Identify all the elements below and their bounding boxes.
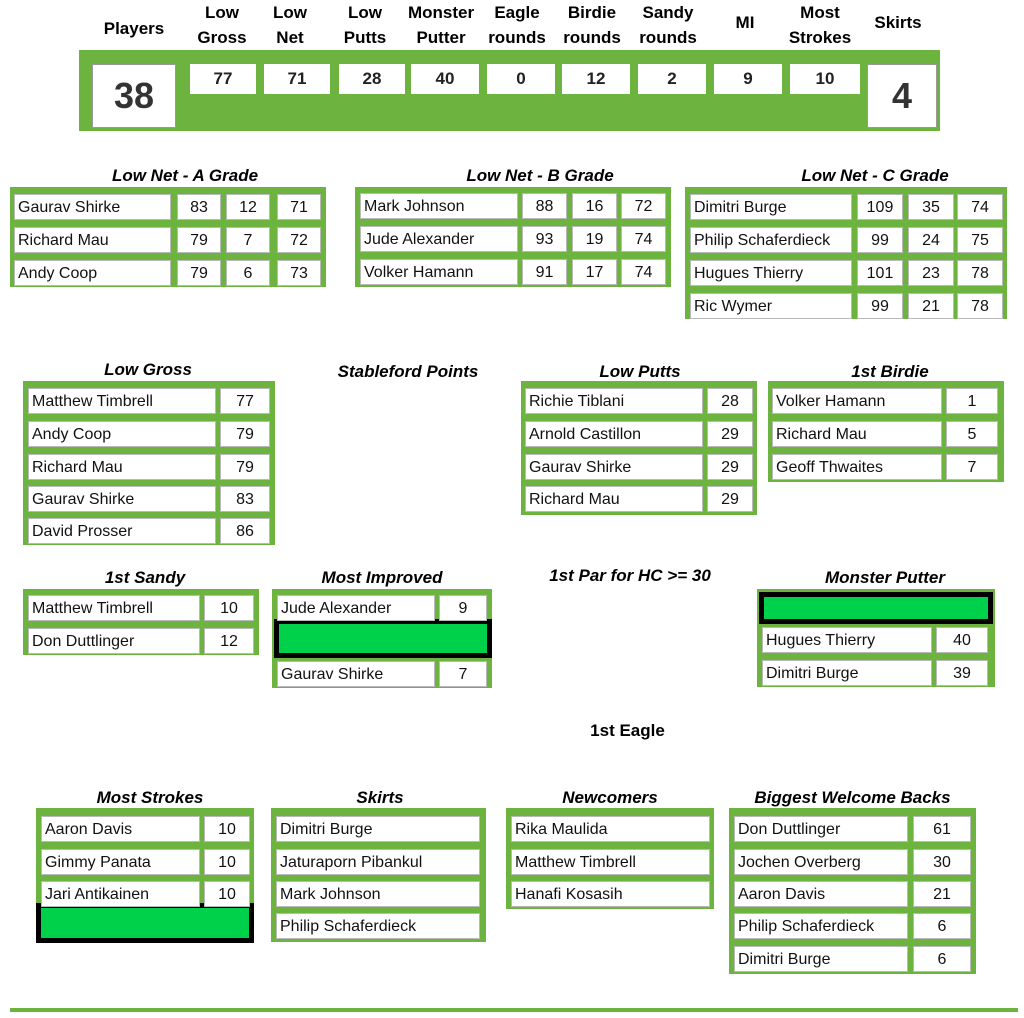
first_birdie-row2-val1: 7 [946, 454, 998, 480]
low_gross-row1-val1: 79 [220, 421, 270, 447]
low_net_c-row0-val2: 35 [908, 194, 954, 220]
low_net_c-row3-name: Ric Wymer [690, 293, 852, 319]
low_net_a-row2-val1: 79 [177, 260, 221, 286]
skirts_list-row3-name: Philip Schaferdieck [276, 913, 480, 939]
birdie-rounds-value: 12 [562, 64, 630, 94]
header-low-putts: Low Putts [343, 3, 387, 47]
title-monster-putter: Monster Putter [825, 568, 945, 587]
title-stableford: Stableford Points [337, 362, 479, 381]
header-mi: MI [735, 13, 755, 32]
low_net_a-row0-name: Gaurav Shirke [14, 194, 171, 220]
low_net_c-row3-val2: 21 [908, 293, 954, 319]
header-monster-putter: Monster Putter [407, 3, 475, 47]
low_putts-row2-name: Gaurav Shirke [525, 454, 703, 480]
most_strokes-row1-name: Gimmy Panata [41, 849, 200, 875]
title-first-sandy: 1st Sandy [104, 568, 186, 587]
low_putts-row2-val1: 29 [707, 454, 753, 480]
title-skirts: Skirts [356, 788, 404, 807]
welcome_backs-row0-name: Don Duttlinger [734, 816, 908, 842]
most_strokes-row0-name: Aaron Davis [41, 816, 200, 842]
low_gross-row3-val1: 83 [220, 486, 270, 512]
low_gross-row3-name: Gaurav Shirke [28, 486, 216, 512]
header-birdie-rounds: Birdie rounds [563, 3, 621, 47]
title-low-net-b: Low Net - B Grade [466, 166, 614, 185]
low_net_b-row0-val2: 16 [572, 193, 617, 219]
first_birdie-row1-name: Richard Mau [772, 421, 942, 447]
title-most-improved: Most Improved [321, 568, 443, 587]
welcome_backs-row3-val1: 6 [913, 913, 971, 939]
low_net_c-row3-val3: 78 [957, 293, 1003, 319]
monster-putter-highlight [759, 592, 993, 624]
low_net_b-row2-name: Volker Hamann [360, 259, 518, 285]
title-low-net-a: Low Net - A Grade [111, 166, 259, 185]
first_sandy-row1-val1: 12 [204, 628, 254, 654]
low_net_a-row0-val2: 12 [226, 194, 270, 220]
title-first-par: 1st Par for HC >= 30 [549, 566, 711, 585]
low_net_b-row0-val3: 72 [621, 193, 666, 219]
first_sandy-row1-name: Don Duttlinger [28, 628, 200, 654]
monster_putter-row0-name: Hugues Thierry [762, 627, 932, 653]
most-strokes-value: 10 [790, 64, 860, 94]
low-net-value: 71 [264, 64, 330, 94]
most_improved-row0-name: Jude Alexander [277, 595, 435, 621]
low_putts-row0-val1: 28 [707, 388, 753, 414]
low_net_a-row0-val1: 83 [177, 194, 221, 220]
eagle-rounds-value: 0 [487, 64, 555, 94]
low_net_c-row2-val2: 23 [908, 260, 954, 286]
most-improved-highlight [274, 619, 492, 658]
most_strokes-row2-name: Jari Antikainen [41, 881, 200, 907]
title-low-putts: Low Putts [599, 362, 681, 381]
low_net_b-row0-name: Mark Johnson [360, 193, 518, 219]
players-count: 38 [92, 64, 176, 128]
most_strokes-row2-val1: 10 [204, 881, 250, 907]
low_net_c-row3-val1: 99 [857, 293, 903, 319]
low_net_b-row2-val1: 91 [522, 259, 567, 285]
skirts-count: 4 [867, 64, 937, 128]
first_sandy-row0-name: Matthew Timbrell [28, 595, 200, 621]
first_sandy-row0-val1: 10 [204, 595, 254, 621]
welcome_backs-row1-val1: 30 [913, 849, 971, 875]
welcome_backs-row2-val1: 21 [913, 881, 971, 907]
mi-value: 9 [714, 64, 782, 94]
most_strokes-row1-val1: 10 [204, 849, 250, 875]
first_birdie-row2-name: Geoff Thwaites [772, 454, 942, 480]
low_gross-row2-val1: 79 [220, 454, 270, 480]
most_improved-row1-name: Gaurav Shirke [277, 661, 435, 687]
low_net_c-row0-val1: 109 [857, 194, 903, 220]
newcomers-row1-name: Matthew Timbrell [511, 849, 710, 875]
title-most-strokes: Most Strokes [96, 788, 204, 807]
header-low-gross: Low Gross [197, 3, 247, 47]
low_net_a-row2-name: Andy Coop [14, 260, 171, 286]
low_gross-row4-name: David Prosser [28, 518, 216, 544]
skirts_list-row2-name: Mark Johnson [276, 881, 480, 907]
low_putts-row1-val1: 29 [707, 421, 753, 447]
low_net_b-row2-val3: 74 [621, 259, 666, 285]
welcome_backs-row0-val1: 61 [913, 816, 971, 842]
low_gross-row1-name: Andy Coop [28, 421, 216, 447]
welcome_backs-row4-name: Dimitri Burge [734, 946, 908, 972]
low_net_c-row0-val3: 74 [957, 194, 1003, 220]
low_putts-row0-name: Richie Tiblani [525, 388, 703, 414]
low_net_a-row2-val3: 73 [277, 260, 321, 286]
monster-putter-value: 40 [411, 64, 479, 94]
low_net_b-row0-val1: 88 [522, 193, 567, 219]
most_improved-row1-val1: 7 [439, 661, 487, 687]
low_net_a-row1-val3: 72 [277, 227, 321, 253]
newcomers-row0-name: Rika Maulida [511, 816, 710, 842]
welcome_backs-row2-name: Aaron Davis [734, 881, 908, 907]
most_improved-row0-val1: 9 [439, 595, 487, 621]
low_net_c-row1-val3: 75 [957, 227, 1003, 253]
title-first-birdie: 1st Birdie [851, 362, 929, 381]
low_net_c-row2-val3: 78 [957, 260, 1003, 286]
most-strokes-highlight [36, 903, 254, 943]
low_net_c-row1-val1: 99 [857, 227, 903, 253]
low_net_c-row1-val2: 24 [908, 227, 954, 253]
low_gross-row2-name: Richard Mau [28, 454, 216, 480]
low_net_a-row1-val1: 79 [177, 227, 221, 253]
low_net_c-row2-name: Hugues Thierry [690, 260, 852, 286]
title-first-eagle: 1st Eagle [590, 721, 665, 740]
sandy-rounds-value: 2 [638, 64, 706, 94]
welcome_backs-row3-name: Philip Schaferdieck [734, 913, 908, 939]
low_net_b-row1-name: Jude Alexander [360, 226, 518, 252]
low_net_b-row2-val2: 17 [572, 259, 617, 285]
low_gross-row0-val1: 77 [220, 388, 270, 414]
low_gross-row4-val1: 86 [220, 518, 270, 544]
header-players: Players [103, 19, 165, 38]
title-newcomers: Newcomers [562, 788, 658, 807]
first_birdie-row0-name: Volker Hamann [772, 388, 942, 414]
low_net_a-row0-val3: 71 [277, 194, 321, 220]
low_net_b-row1-val2: 19 [572, 226, 617, 252]
low_net_b-row1-val3: 74 [621, 226, 666, 252]
low_net_c-row0-name: Dimitri Burge [690, 194, 852, 220]
low-gross-value: 77 [190, 64, 256, 94]
low_net_b-row1-val1: 93 [522, 226, 567, 252]
title-low-gross: Low Gross [104, 360, 192, 379]
low_net_a-row1-name: Richard Mau [14, 227, 171, 253]
low_net_c-row1-name: Philip Schaferdieck [690, 227, 852, 253]
most_strokes-row0-val1: 10 [204, 816, 250, 842]
header-sandy-rounds: Sandy rounds [639, 3, 697, 47]
monster_putter-row1-val1: 39 [936, 660, 988, 686]
low_net_a-row1-val2: 7 [226, 227, 270, 253]
header-skirts: Skirts [874, 13, 922, 32]
title-welcome-backs: Biggest Welcome Backs [754, 788, 951, 807]
low_gross-row0-name: Matthew Timbrell [28, 388, 216, 414]
header-most-strokes: Most Strokes [788, 3, 852, 47]
low_net_a-row2-val2: 6 [226, 260, 270, 286]
low_putts-row3-val1: 29 [707, 486, 753, 512]
header-low-net: Low Net [273, 3, 307, 47]
welcome_backs-row4-val1: 6 [913, 946, 971, 972]
monster_putter-row0-val1: 40 [936, 627, 988, 653]
first_birdie-row0-val1: 1 [946, 388, 998, 414]
welcome_backs-row1-name: Jochen Overberg [734, 849, 908, 875]
bottom-rule [10, 1008, 1018, 1012]
first_birdie-row1-val1: 5 [946, 421, 998, 447]
low_net_c-row2-val1: 101 [857, 260, 903, 286]
low-putts-value: 28 [339, 64, 405, 94]
monster_putter-row1-name: Dimitri Burge [762, 660, 932, 686]
low_putts-row1-name: Arnold Castillon [525, 421, 703, 447]
skirts_list-row0-name: Dimitri Burge [276, 816, 480, 842]
skirts_list-row1-name: Jaturaporn Pibankul [276, 849, 480, 875]
title-low-net-c: Low Net - C Grade [801, 166, 949, 185]
low_putts-row3-name: Richard Mau [525, 486, 703, 512]
header-eagle-rounds: Eagle rounds [488, 3, 546, 47]
newcomers-row2-name: Hanafi Kosasih [511, 881, 710, 907]
